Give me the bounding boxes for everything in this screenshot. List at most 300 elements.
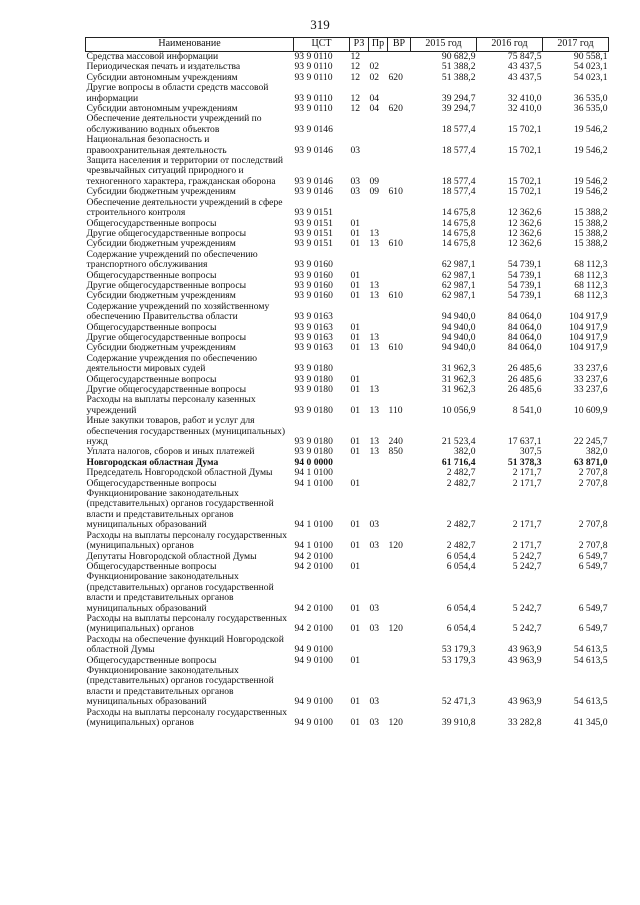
row-2017: 36 535,0: [573, 92, 608, 104]
row-name: Иные закупки товаров, работ и услуг для обеспечения государственных (муниципальных) нужд: [86, 415, 286, 448]
row-cst: 93 9 0160: [294, 290, 333, 302]
table-row: [86, 250, 609, 271]
row-2015: 18 577,4: [441, 123, 476, 135]
row-rz: 03: [350, 186, 361, 198]
row-pr: [369, 114, 388, 135]
row-name: Субсидии бюджетным учреждениям: [86, 290, 236, 302]
row-name: Расходы на выплаты персоналу государственных (муниципальных) органов: [86, 529, 288, 552]
row-2017: 54 023,1: [573, 61, 608, 73]
row-2016: 5 242,7: [512, 560, 542, 572]
row-rz: 01: [350, 373, 361, 385]
row-rz: 01: [350, 269, 361, 281]
row-2015: 53 179,3: [441, 654, 476, 666]
row-cst: 93 9 0110: [294, 92, 333, 104]
row-cst: 93 9 0163: [294, 311, 333, 323]
table-row: [86, 489, 609, 531]
row-pr: [369, 354, 388, 375]
row-pr: 13: [369, 238, 380, 250]
row-2016: 17 637,1: [507, 436, 542, 448]
row-vr: 240: [388, 436, 403, 448]
row-2016: 32 410,0: [507, 92, 542, 104]
table-row: [86, 531, 609, 552]
row-2016: 51 378,3: [507, 456, 542, 468]
row-2016: 307,5: [519, 446, 542, 458]
table-row: [86, 395, 609, 416]
row-pr: [369, 198, 388, 219]
row-rz: 01: [350, 238, 361, 250]
row-vr: [388, 250, 411, 271]
row-2016: 54 739,1: [507, 279, 542, 291]
row-2017: 19 546,2: [573, 123, 608, 135]
row-2015: 21 523,4: [441, 436, 476, 448]
row-cst: 94 1 0100: [294, 477, 333, 489]
row-2015: 39 294,7: [441, 92, 476, 104]
row-vr: [388, 635, 411, 656]
row-pr: [369, 479, 388, 489]
row-name: Средства массовой информации: [86, 51, 219, 62]
table-row: [86, 354, 609, 375]
row-cst: 93 9 0160: [294, 259, 333, 271]
row-name: Содержание учреждения по обеспечению деятельности мировых судей: [86, 352, 257, 375]
row-rz: 01: [350, 384, 361, 395]
row-rz: 01: [350, 602, 361, 614]
row-name: Общегосударственные вопросы: [86, 477, 217, 489]
row-2016: 12 362,6: [507, 227, 542, 239]
row-cst: 94 9 0100: [294, 717, 333, 728]
row-2015: 62 987,1: [441, 259, 476, 271]
row-rz: 01: [350, 279, 361, 291]
row-rz: [350, 458, 369, 468]
row-2015: 62 987,1: [441, 269, 476, 281]
row-2015: 382,0: [453, 446, 476, 458]
row-2016: 32 410,0: [507, 103, 542, 115]
row-vr: [388, 271, 411, 281]
row-2017: 382,0: [585, 446, 608, 458]
row-name: Общегосударственные вопросы: [86, 269, 217, 281]
row-name: Общегосударственные вопросы: [86, 654, 217, 666]
row-pr: 03: [369, 623, 380, 635]
row-2015: 18 577,4: [441, 175, 476, 187]
row-2016: 5 242,7: [512, 602, 542, 614]
row-2016: 26 485,6: [507, 363, 542, 375]
row-rz: 01: [350, 654, 361, 666]
row-cst: 93 9 0180: [294, 363, 333, 375]
row-cst: 94 1 0100: [294, 519, 333, 531]
row-cst: 94 9 0100: [294, 696, 333, 708]
row-cst: 93 9 0151: [294, 217, 333, 229]
row-2015: 94 940,0: [441, 342, 476, 354]
row-2017: 19 546,2: [573, 186, 608, 198]
row-2015: 90 682,9: [441, 51, 476, 62]
row-name: Другие общегосударственные вопросы: [86, 227, 247, 239]
row-vr: 610: [388, 342, 403, 354]
row-2017: 41 345,0: [573, 717, 608, 728]
row-2017: 2 707,8: [578, 519, 608, 531]
row-rz: [350, 114, 369, 135]
row-cst: 93 9 0180: [294, 404, 333, 416]
row-pr: [369, 468, 388, 478]
row-2017: 104 917,9: [569, 342, 608, 354]
row-name: Содержание учреждений по обеспечению транспортного обслуживания: [86, 248, 258, 271]
row-name: Субсидии автономным учреждениям: [86, 71, 238, 83]
row-vr: [388, 83, 411, 104]
table-row: [86, 198, 609, 219]
row-cst: 93 9 0163: [294, 342, 333, 354]
row-cst: 93 9 0180: [294, 384, 333, 395]
row-rz: 01: [350, 477, 361, 489]
row-rz: 01: [350, 560, 361, 572]
row-2016: 12 362,6: [507, 217, 542, 229]
row-cst: 93 9 0110: [294, 103, 333, 115]
row-vr: [388, 375, 411, 385]
row-2016: 2 171,7: [512, 477, 542, 489]
row-2016: 54 739,1: [507, 269, 542, 281]
row-2017: 54 613,5: [573, 696, 608, 708]
table-body: [86, 52, 609, 729]
row-cst: 93 9 0146: [294, 186, 333, 198]
row-2015: 2 482,7: [446, 519, 476, 531]
row-vr: 610: [388, 290, 403, 302]
row-cst: 93 9 0180: [294, 446, 333, 458]
row-cst: 94 0 0000: [294, 456, 333, 468]
row-name: Другие общегосударственные вопросы: [86, 384, 247, 395]
row-rz: 01: [350, 404, 361, 416]
row-2017: 33 237,6: [573, 373, 608, 385]
row-2016: 26 485,6: [507, 384, 542, 395]
table-row: [86, 635, 609, 656]
header-cst: ЦСТ: [294, 38, 350, 52]
row-2016: 43 963,9: [507, 696, 542, 708]
row-rz: 12: [350, 71, 361, 83]
row-cst: 93 9 0180: [294, 436, 333, 448]
row-2015: 2 482,7: [446, 540, 476, 552]
row-name: Функционирование законодательных (представительных) органов государственной власти и представительных органов муниципальных образований: [86, 664, 274, 708]
row-vr: 120: [388, 717, 403, 728]
row-2015: 31 962,3: [441, 373, 476, 385]
row-pr: 13: [369, 227, 380, 239]
row-rz: 03: [350, 175, 361, 187]
row-vr: [388, 219, 411, 229]
row-2017: 6 549,7: [578, 623, 608, 635]
row-rz: 01: [350, 290, 361, 302]
header-2017: 2017 год: [543, 38, 609, 52]
row-vr: [388, 135, 411, 156]
row-2017: 104 917,9: [569, 311, 608, 323]
row-vr: [388, 323, 411, 333]
row-pr: [369, 302, 388, 323]
row-pr: 03: [369, 717, 380, 728]
row-cst: 94 2 0100: [294, 602, 333, 614]
table-row: [86, 614, 609, 635]
row-cst: 94 2 0100: [294, 550, 333, 562]
row-2017: 63 871,0: [573, 456, 608, 468]
row-2017: 68 112,3: [574, 279, 608, 291]
row-2015: 31 962,3: [441, 363, 476, 375]
row-2016: 15 702,1: [507, 186, 542, 198]
row-2016: 15 702,1: [507, 123, 542, 135]
table-row: [86, 416, 609, 447]
row-pr: 04: [369, 92, 380, 104]
header-rz: РЗ: [350, 38, 369, 52]
row-pr: 03: [369, 696, 380, 708]
row-2017: 2 707,8: [578, 467, 608, 479]
row-2015: 6 054,4: [446, 550, 476, 562]
row-name: Расходы на выплаты персоналу государственных (муниципальных) органов: [86, 706, 288, 728]
row-pr: 04: [369, 103, 380, 115]
row-cst: 93 9 0180: [294, 373, 333, 385]
row-2016: 5 242,7: [512, 550, 542, 562]
table-header: [86, 38, 609, 52]
row-rz: 03: [350, 144, 361, 156]
table-row: [86, 114, 609, 135]
row-rz: 12: [350, 103, 361, 115]
header-name: Наименование: [86, 38, 294, 52]
row-2017: 33 237,6: [573, 363, 608, 375]
row-name: Уплата налогов, сборов и иных платежей: [86, 446, 255, 458]
row-2016: 43 963,9: [507, 644, 542, 656]
row-name: Расходы на выплаты персоналу государственных (муниципальных) органов: [86, 612, 288, 635]
row-name: Другие общегосударственные вопросы: [86, 331, 247, 343]
row-rz: 12: [350, 92, 361, 104]
row-2017: 6 549,7: [578, 560, 608, 572]
row-2015: 14 675,8: [441, 238, 476, 250]
row-name: Новгородская областная Дума: [86, 456, 219, 468]
row-name: Обеспечение деятельности учреждений в сфере строительного контроля: [86, 196, 283, 219]
row-cst: 93 9 0110: [294, 61, 333, 73]
row-2016: 43 963,9: [507, 654, 542, 666]
row-vr: [388, 385, 411, 395]
row-vr: 620: [388, 103, 403, 115]
row-rz: 12: [350, 51, 361, 62]
row-rz: [350, 302, 369, 323]
row-pr: 13: [369, 384, 380, 395]
row-pr: [369, 552, 388, 562]
row-2016: 84 064,0: [507, 331, 542, 343]
row-2016: 8 541,0: [512, 404, 542, 416]
row-cst: 93 9 0163: [294, 331, 333, 343]
row-rz: 01: [350, 321, 361, 333]
row-vr: [388, 666, 411, 708]
row-cst: 93 9 0151: [294, 227, 333, 239]
row-vr: [388, 354, 411, 375]
row-2017: 36 535,0: [573, 103, 608, 115]
row-2017: 68 112,3: [574, 290, 608, 302]
table-row: [86, 156, 609, 187]
row-2015: 18 577,4: [441, 144, 476, 156]
row-pr: 02: [369, 71, 380, 83]
row-cst: 93 9 0110: [294, 51, 333, 62]
header-pr: Пр: [369, 38, 388, 52]
row-2015: 6 054,4: [446, 623, 476, 635]
row-2015: 53 179,3: [441, 644, 476, 656]
table-row: [86, 666, 609, 708]
row-2016: 84 064,0: [507, 342, 542, 354]
row-2016: 2 171,7: [512, 540, 542, 552]
row-2017: 33 237,6: [573, 384, 608, 395]
row-2015: 14 675,8: [441, 217, 476, 229]
row-pr: 13: [369, 404, 380, 416]
row-cst: 94 1 0100: [294, 540, 333, 552]
row-vr: [388, 302, 411, 323]
row-2017: 104 917,9: [569, 331, 608, 343]
row-2015: 6 054,4: [446, 560, 476, 572]
table-row: [86, 135, 609, 156]
row-2016: 75 847,5: [507, 51, 542, 62]
row-name: Содержание учреждений по хозяйственному обеспечению Правительства области: [86, 300, 270, 323]
row-2015: 62 987,1: [441, 290, 476, 302]
row-rz: [350, 635, 369, 656]
row-2017: 104 917,9: [569, 321, 608, 333]
row-2015: 14 675,8: [441, 227, 476, 239]
row-cst: 94 9 0100: [294, 644, 333, 656]
row-pr: 13: [369, 279, 380, 291]
row-2016: 2 171,7: [512, 519, 542, 531]
row-pr: 13: [369, 342, 380, 354]
row-rz: [350, 354, 369, 375]
row-cst: 93 9 0151: [294, 238, 333, 250]
row-rz: 01: [350, 717, 361, 728]
row-pr: 13: [369, 446, 380, 458]
row-2017: 6 549,7: [578, 602, 608, 614]
row-2016: 15 702,1: [507, 144, 542, 156]
row-name: Функционирование законодательных (представительных) органов государственной власти и представительных органов муниципальных образований: [86, 571, 274, 614]
row-2016: 12 362,6: [507, 238, 542, 250]
row-2017: 22 245,7: [573, 436, 608, 448]
row-vr: [388, 552, 411, 562]
row-2015: 52 471,3: [441, 696, 476, 708]
row-vr: [388, 479, 411, 489]
row-2015: 2 482,7: [446, 467, 476, 479]
row-2015: 6 054,4: [446, 602, 476, 614]
row-cst: 94 2 0100: [294, 560, 333, 572]
row-pr: 13: [369, 436, 380, 448]
row-name: Общегосударственные вопросы: [86, 217, 217, 229]
row-pr: [369, 562, 388, 572]
row-cst: 94 1 0100: [294, 467, 333, 479]
row-name: Депутаты Новгородской областной Думы: [86, 550, 257, 562]
row-vr: 120: [388, 540, 403, 552]
row-name: Общегосударственные вопросы: [86, 373, 217, 385]
row-rz: 01: [350, 696, 361, 708]
row-pr: [369, 250, 388, 271]
row-name: Периодическая печать и издательства: [86, 61, 241, 73]
table-row: [86, 572, 609, 614]
table-row: [86, 302, 609, 323]
row-name: Расходы на обеспечение функций Новгородской областной Думы: [86, 633, 284, 656]
row-2015: 61 716,4: [441, 456, 476, 468]
row-name: Общегосударственные вопросы: [86, 321, 217, 333]
row-vr: [388, 156, 411, 187]
row-2015: 39 910,8: [441, 717, 476, 728]
row-2015: 94 940,0: [441, 311, 476, 323]
row-vr: 110: [388, 404, 403, 416]
row-2017: 54 613,5: [573, 644, 608, 656]
row-vr: 610: [388, 186, 403, 198]
row-vr: [388, 198, 411, 219]
row-2016: 5 242,7: [512, 623, 542, 635]
row-2017: 15 388,2: [573, 227, 608, 239]
row-pr: [369, 635, 388, 656]
row-2016: 54 739,1: [507, 259, 542, 271]
row-2015: 51 388,2: [441, 61, 476, 73]
row-2016: 54 739,1: [507, 290, 542, 302]
row-name: Защита населения и территории от последствий чрезвычайных ситуаций природного и техногенного характера, гражданская оборона: [86, 155, 283, 187]
row-pr: 13: [369, 331, 380, 343]
row-2015: 31 962,3: [441, 384, 476, 395]
row-vr: [388, 562, 411, 572]
row-name: Субсидии автономным учреждениям: [86, 103, 238, 115]
row-2017: 54 613,5: [573, 654, 608, 666]
row-2017: 90 558,1: [573, 51, 608, 62]
row-2017: 68 112,3: [574, 259, 608, 271]
row-rz: [350, 198, 369, 219]
row-2015: 62 987,1: [441, 279, 476, 291]
row-pr: 13: [369, 290, 380, 302]
row-pr: 02: [369, 61, 380, 73]
row-name: Председатель Новгородской областной Думы: [86, 467, 273, 479]
row-2017: 68 112,3: [574, 269, 608, 281]
row-2015: 39 294,7: [441, 103, 476, 115]
row-2017: 15 388,2: [573, 207, 608, 219]
row-cst: 94 9 0100: [294, 654, 333, 666]
row-rz: 01: [350, 436, 361, 448]
row-rz: [350, 250, 369, 271]
row-2016: 33 282,8: [507, 717, 542, 728]
row-rz: 01: [350, 519, 361, 531]
row-rz: 01: [350, 331, 361, 343]
table-row: [86, 708, 609, 729]
row-2015: 18 577,4: [441, 186, 476, 198]
row-2015: 2 482,7: [446, 477, 476, 489]
row-2017: 10 609,9: [573, 404, 608, 416]
page-number: 319: [310, 17, 330, 32]
row-name: Функционирование законодательных (представительных) органов государственной власти и представительных органов муниципальных образований: [86, 488, 274, 531]
row-2017: 2 707,8: [578, 477, 608, 489]
row-2017: 15 388,2: [573, 238, 608, 250]
row-vr: [388, 489, 411, 531]
row-2015: 10 056,9: [441, 404, 476, 416]
header-2016: 2016 год: [477, 38, 543, 52]
row-2015: 51 388,2: [441, 71, 476, 83]
row-2016: 84 064,0: [507, 311, 542, 323]
row-name: Другие общегосударственные вопросы: [86, 279, 247, 291]
row-cst: 93 9 0151: [294, 207, 333, 219]
row-name: Субсидии бюджетным учреждениям: [86, 342, 236, 354]
row-pr: [369, 458, 388, 468]
row-pr: 03: [369, 519, 380, 531]
row-vr: [388, 458, 411, 468]
row-2016: 43 437,5: [507, 61, 542, 73]
row-pr: 09: [369, 175, 380, 187]
row-name: Обеспечение деятельности учреждений по обслуживанию водных объектов: [86, 113, 262, 135]
row-pr: 03: [369, 540, 380, 552]
row-vr: [388, 468, 411, 478]
row-cst: 93 9 0146: [294, 123, 333, 135]
table-row: [86, 83, 609, 104]
row-2017: 15 388,2: [573, 217, 608, 229]
row-cst: 93 9 0160: [294, 279, 333, 291]
row-pr: 03: [369, 602, 380, 614]
row-2016: 2 171,7: [512, 467, 542, 479]
row-rz: 01: [350, 623, 361, 635]
row-name: Расходы на выплаты персоналу казенных учреждений: [86, 394, 256, 416]
budget-table: [85, 37, 609, 728]
row-cst: 93 9 0146: [294, 144, 333, 156]
row-rz: 01: [350, 217, 361, 229]
row-rz: 01: [350, 446, 361, 458]
row-2016: 15 702,1: [507, 175, 542, 187]
row-name: Субсидии бюджетным учреждениям: [86, 238, 236, 250]
